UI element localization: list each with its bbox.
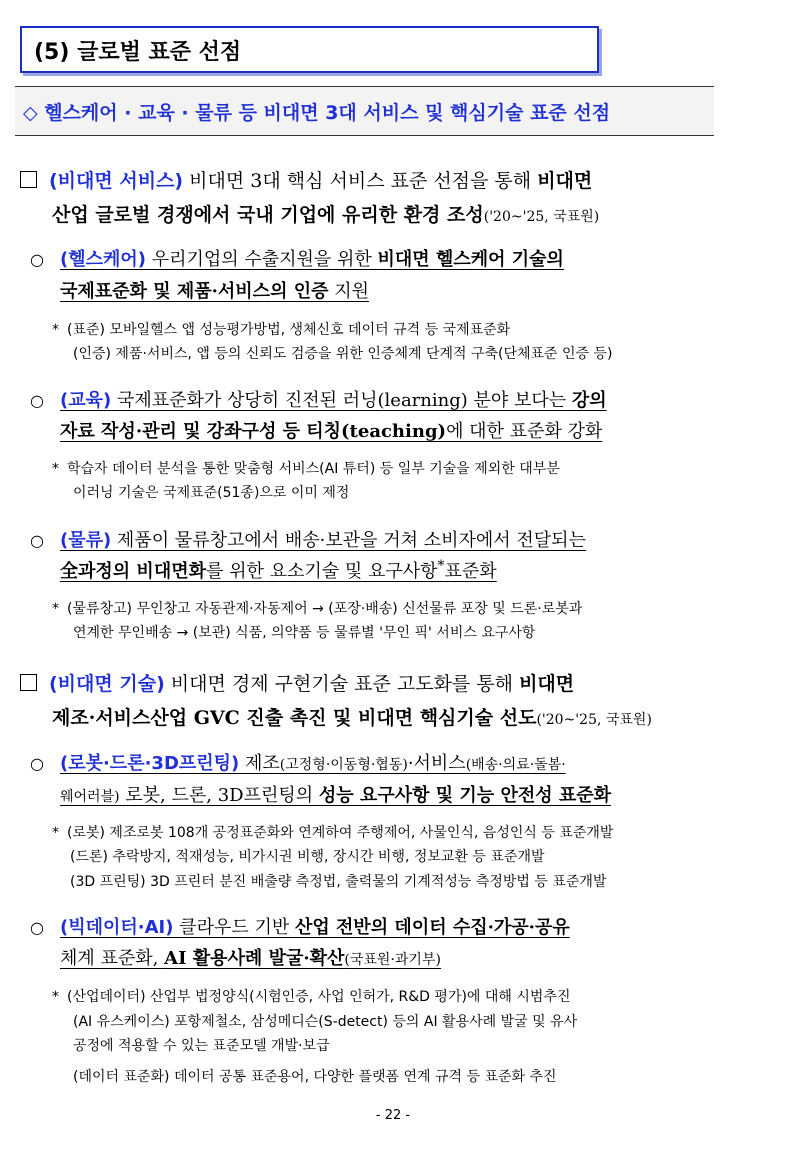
robot-bold2: 성능 요구사항 및 기능 안전성 표준화 xyxy=(318,785,612,806)
subheader-title: ◇ 헬스케어 · 교육 · 물류 등 비대면 3대 서비스 및 핵심기술 표준 선점 xyxy=(23,102,611,124)
health-line2 xyxy=(60,277,369,303)
p2-head: (비대면 기술) xyxy=(49,673,165,695)
health-bold1: 비대면 헬스케어 기술의 xyxy=(377,249,564,270)
circle-bullet-icon: ○ xyxy=(30,391,44,410)
edu-bold1: 강의 xyxy=(571,390,607,411)
p1-source: ('20~'25, 국표원) xyxy=(483,209,600,225)
bigdata-note4: (데이터 표준화) 데이터 공통 표준용어, 다양한 플랫폼 연계 규격 등 표준화 추진 xyxy=(73,1069,557,1085)
bigdata-note1: * (산업데이터) 산업부 법정양식(시험인증, 사업 인허가, R&D 평가)에 대해 시범추진 xyxy=(52,989,571,1005)
robot-note3: (3D 프린팅) 3D 프린터 분진 배출량 측정법, 출력물의 기계적성능 측정방법 등 표준개발 xyxy=(70,874,607,890)
square-bullet-icon xyxy=(20,674,37,691)
edu-text2: 에 대한 표준화 강화 xyxy=(446,421,603,442)
p1-line2-bold: 산업 글로벌 경쟁에서 국내 기업에 유리한 환경 조성 xyxy=(52,204,484,226)
edu-note2: 이러닝 기술은 국제표준(51종)으로 이미 제정 xyxy=(73,485,350,501)
circle-bullet-icon: ○ xyxy=(30,531,44,550)
p2-line1 xyxy=(20,669,574,696)
robot-note1: * (로봇) 제조로봇 108개 공정표준화와 연계하여 주행제어, 사물인식, 음성인식 등 표준개발 xyxy=(52,825,614,841)
edu-note1: * 학습자 데이터 분석을 통한 맞춤형 서비스(AI 튜터) 등 일부 기술을 제외한 대부분 xyxy=(52,461,560,477)
asterisk-icon: * xyxy=(52,601,59,617)
logi-text1: 제품이 물류창고에서 배송·보관을 거쳐 소비자에서 전달되는 xyxy=(111,530,586,551)
edu-head: (교육) xyxy=(59,390,112,411)
bigdata-line1: ○ (빅데이터·AI) 클라우드 기반 산업 전반의 데이터 수집·가공·공유 xyxy=(30,917,570,938)
bigdata-bold1: 산업 전반의 데이터 수집·가공·공유 xyxy=(294,917,570,938)
robot-head: (로봇·드론·3D프린팅) xyxy=(59,753,240,774)
p2-bold: 비대면 xyxy=(519,673,575,695)
logi-line2 xyxy=(60,557,497,583)
logi-note2: 연계한 무인배송 → (보관) 식품, 의약품 등 물류별 '무인 픽' 서비스 요구사항 xyxy=(73,625,536,641)
circle-bullet-icon: ○ xyxy=(30,918,44,937)
section-title: (5) 글로벌 표준 선점 xyxy=(34,40,242,65)
p1-line1 xyxy=(20,166,592,193)
bigdata-bold2: AI 활용사례 발굴·확산 xyxy=(164,948,345,969)
asterisk-icon: * xyxy=(52,825,59,841)
bigdata-note3: 공정에 적용할 수 있는 표준모델 개발·보급 xyxy=(73,1038,330,1054)
edu-bold2: 자료 작성·관리 및 강좌구성 등 티칭(teaching) xyxy=(60,421,447,442)
bigdata-note2: (AI 유스케이스) 포항제철소, 삼성메디슨(S-detect) 등의 AI 활용사례 발굴 및 유사 xyxy=(73,1014,578,1030)
bigdata-line2: 체계 표준화, AI 활용사례 발굴·확산(국표원·과기부) xyxy=(60,948,441,969)
subheader-box xyxy=(15,86,714,136)
logi-text2: 를 위한 요소기술 및 요구사항 xyxy=(205,561,438,582)
bigdata-source: (국표원·과기부) xyxy=(344,952,441,968)
circle-bullet-icon: ○ xyxy=(30,754,44,773)
edu-text1: 국제표준화가 상당히 진전된 러닝(learning) 분야 보다는 xyxy=(111,390,572,411)
health-note2: (인증) 제품·서비스, 앱 등의 신뢰도 검증을 위한 인증체계 단계적 구축(단체표준 인증 등) xyxy=(73,346,613,362)
logi-head: (물류) xyxy=(59,530,112,551)
p1-text: 비대면 3대 핵심 서비스 표준 선점을 통해 xyxy=(183,170,538,192)
logi-bold2: 全과정의 비대면화 xyxy=(60,561,206,582)
edu-line2 xyxy=(60,417,602,443)
logi-footnote-mark: * xyxy=(437,558,445,574)
p2-text: 비대면 경제 구현기술 표준 고도화를 통해 xyxy=(164,673,520,695)
health-text1: 우리기업의 수출지원을 위한 xyxy=(145,249,378,270)
robot-line1: ○ (로봇·드론·3D프린팅) 제조(고정형·이동형·협동)·서비스(배송·의료·돌봄· xyxy=(30,753,566,774)
health-head: (헬스케어) xyxy=(59,249,146,270)
health-text2: 지원 xyxy=(328,281,369,302)
p2-source: ('20~'25, 국표원) xyxy=(536,712,652,728)
health-line1 xyxy=(30,245,564,271)
edu-line1 xyxy=(30,386,607,412)
page-number: - 22 - xyxy=(375,1108,411,1123)
asterisk-icon: * xyxy=(52,322,59,338)
p2-line2 xyxy=(52,703,652,730)
health-note1: * (표준) 모바일헬스 앱 성능평가방법, 생체신호 데이터 규격 등 국제표준화 xyxy=(52,322,511,338)
circle-bullet-icon: ○ xyxy=(30,250,44,269)
section-header xyxy=(20,26,599,73)
asterisk-icon: * xyxy=(52,989,59,1005)
p2-line2-bold: 제조·서비스산업 GVC 진출 촉진 및 비대면 핵심기술 선도 xyxy=(52,707,537,729)
p1-line2 xyxy=(52,200,599,227)
p1-bold: 비대면 xyxy=(537,170,593,192)
p1-head: (비대면 서비스) xyxy=(49,170,184,192)
logi-note1: * (물류창고) 무인창고 자동관제·자동제어 → (포장·배송) 신선물류 포장 및 드론·로봇과 xyxy=(52,601,583,617)
logi-text3: 표준화 xyxy=(444,561,497,582)
square-bullet-icon xyxy=(20,171,37,188)
robot-note2: (드론) 추락방지, 적재성능, 비가시권 비행, 장시간 비행, 정보교환 등 표준개발 xyxy=(70,849,545,865)
logi-line1 xyxy=(30,526,586,552)
bigdata-head: (빅데이터·AI) xyxy=(59,917,174,938)
robot-line2: 웨어러블) 로봇, 드론, 3D프린팅의 성능 요구사항 및 기능 안전성 표준화 xyxy=(60,785,612,806)
health-bold2: 국제표준화 및 제품·서비스의 인증 xyxy=(60,281,329,302)
asterisk-icon: * xyxy=(52,461,59,477)
